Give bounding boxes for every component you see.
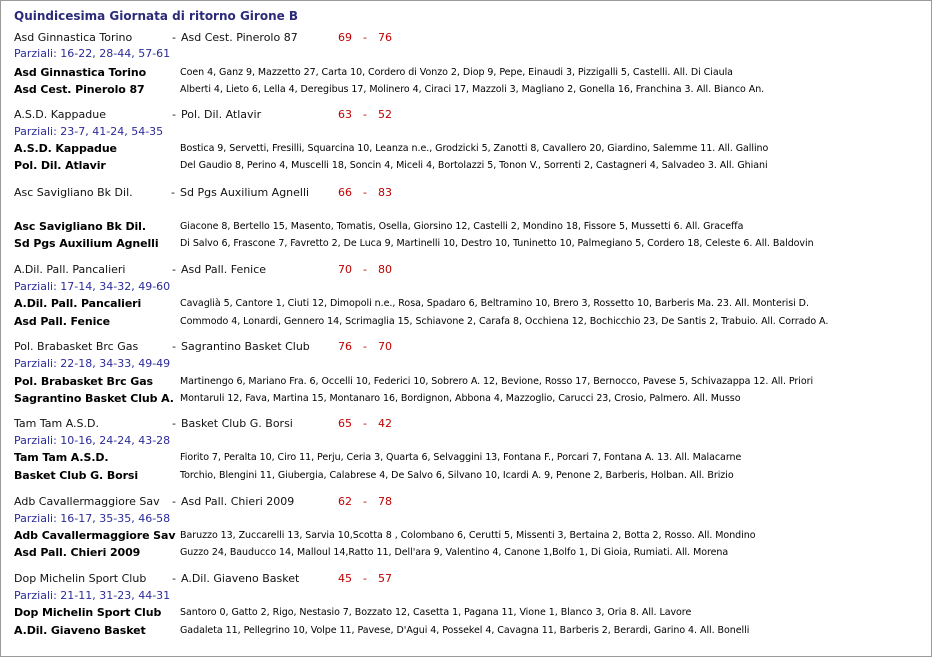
versus-dash: - [172,31,176,44]
away-roster-team: Asd Cest. Pinerolo 87 [14,83,145,96]
home-score: 45 [338,572,352,585]
away-score: 76 [378,31,392,44]
score-dash: - [363,31,367,44]
away-team-name: Sagrantino Basket Club [181,340,310,353]
away-roster-team: Sd Pgs Auxilium Agnelli [14,237,159,250]
away-roster-players: Del Gaudio 8, Perino 4, Muscelli 18, Soncin 4, Miceli 4, Bortolazzi 5, Tonon V., Sorrenti 2, Castagneri 4, Salvadeo 3. All. Ghiani [180,160,768,171]
away-score: 83 [378,186,392,199]
versus-dash: - [172,263,176,276]
home-roster-players: Santoro 0, Gatto 2, Rigo, Nestasio 7, Bozzato 12, Casetta 1, Pagana 11, Vione 1, Blanco 3, Oria 8. All. Lavore [180,607,692,618]
away-score: 42 [378,417,392,430]
score-dash: - [363,417,367,430]
home-score: 65 [338,417,352,430]
home-roster-team: Adb Cavallermaggiore Sav [14,529,176,542]
away-roster-players: Torchio, Blengini 11, Giubergia, Calabrese 4, De Salvo 6, Silvano 10, Icardi A. 9, Penone 2, Barberis, Holban. All. Brizio [180,470,734,481]
home-roster-team: A.Dil. Pall. Pancalieri [14,297,142,310]
home-roster-players: Bostica 9, Servetti, Fresilli, Squarcina 10, Leanza n.e., Grodzicki 5, Zanotti 8, Cavallero 20, Giardino, Salemme 11. All. Gallino [180,143,769,154]
away-score: 52 [378,108,392,121]
versus-dash: - [172,572,176,585]
away-roster-team: Sagrantino Basket Club A. [14,392,174,405]
home-roster-team: Asc Savigliano Bk Dil. [14,220,146,233]
home-team-name: Asd Ginnastica Torino [14,31,133,44]
home-roster-players: Coen 4, Ganz 9, Mazzetto 27, Carta 10, Cordero di Vonzo 2, Diop 9, Pepe, Einaudi 3, Pizzigalli 5, Castelli. All. Di Ciaula [180,67,733,78]
away-score: 78 [378,495,392,508]
away-roster-team: Asd Pall. Chieri 2009 [14,546,141,559]
partial-scores: Parziali: 22-18, 34-33, 49-49 [14,357,171,370]
home-score: 76 [338,340,352,353]
home-score: 66 [338,186,352,199]
home-score: 62 [338,495,352,508]
score-dash: - [363,572,367,585]
home-team-name: Adb Cavallermaggiore Sav [14,495,160,508]
page-title: Quindicesima Giornata di ritorno Girone B [14,9,299,23]
score-dash: - [363,495,367,508]
home-roster-team: Dop Michelin Sport Club [14,606,162,619]
away-team-name: Asd Cest. Pinerolo 87 [181,31,298,44]
away-roster-team: Basket Club G. Borsi [14,469,139,482]
home-roster-players: Cavaglià 5, Cantore 1, Ciuti 12, Dimopoli n.e., Rosa, Spadaro 6, Beltramino 10, Brero 3, Rossetto 10, Barberis Ma. 23. All. Monterisi D. [180,298,809,309]
home-team-name: Pol. Brabasket Brc Gas [14,340,139,353]
home-team-name: Dop Michelin Sport Club [14,572,147,585]
versus-dash: - [172,108,176,121]
away-roster-players: Commodo 4, Lonardi, Gennero 14, Scrimaglia 15, Schiavone 2, Carafa 8, Occhiena 12, Bochicchio 23, De Santis 2, Trabuio. All. Corrado A. [180,316,829,327]
away-roster-players: Guzzo 24, Bauducco 14, Malloul 14,Ratto 11, Dell'ara 9, Valentino 4, Canone 1,Bolfo 1, Di Gioia, Rumiati. All. Morena [180,547,729,558]
home-score: 63 [338,108,352,121]
partial-scores: Parziali: 23-7, 41-24, 54-35 [14,125,164,138]
home-roster-team: Asd Ginnastica Torino [14,66,147,79]
home-roster-players: Fiorito 7, Peralta 10, Ciro 11, Perju, Ceria 3, Quarta 6, Selvaggini 13, Fontana F., Porcari 7, Fontana A. 13. All. Malacarne [180,452,742,463]
home-roster-team: A.S.D. Kappadue [14,142,117,155]
away-score: 57 [378,572,392,585]
home-score: 69 [338,31,352,44]
versus-dash: - [172,340,176,353]
away-team-name: Asd Pall. Chieri 2009 [181,495,295,508]
partial-scores: Parziali: 21-11, 31-23, 44-31 [14,589,171,602]
score-dash: - [363,108,367,121]
score-dash: - [363,263,367,276]
home-team-name: A.S.D. Kappadue [14,108,106,121]
home-roster-players: Giacone 8, Bertello 15, Masento, Tomatis, Osella, Giorsino 12, Castelli 2, Mondino 18, Fissore 5, Mussetti 6. All. Graceffa [180,221,744,232]
away-roster-players: Montaruli 12, Fava, Martina 15, Montanaro 16, Bordignon, Abbona 4, Mazzoglio, Carucci 23, Crosio, Palmero. All. Musso [180,393,741,404]
away-team-name: Asd Pall. Fenice [181,263,267,276]
home-team-name: A.Dil. Pall. Pancalieri [14,263,126,276]
versus-dash: - [172,417,176,430]
away-roster-players: Di Salvo 6, Frascone 7, Favretto 2, De Luca 9, Martinelli 10, Destro 10, Tuninetto 10, Palmegiano 5, Cordero 18, Celeste 6. All. Baldovin [180,238,814,249]
partial-scores: Parziali: 10-16, 24-24, 43-28 [14,434,171,447]
partial-scores: Parziali: 16-22, 28-44, 57-61 [14,47,171,60]
away-score: 80 [378,263,392,276]
versus-dash: - [172,495,176,508]
home-roster-team: Tam Tam A.S.D. [14,451,109,464]
versus-dash: - [171,186,175,199]
away-team-name: A.Dil. Giaveno Basket [181,572,300,585]
home-score: 70 [338,263,352,276]
partial-scores: Parziali: 16-17, 35-35, 46-58 [14,512,171,525]
away-team-name: Sd Pgs Auxilium Agnelli [180,186,310,199]
score-dash: - [363,340,367,353]
home-team-name: Asc Savigliano Bk Dil. [14,186,133,199]
away-team-name: Pol. Dil. Atlavir [181,108,262,121]
home-roster-team: Pol. Brabasket Brc Gas [14,375,154,388]
away-team-name: Basket Club G. Borsi [181,417,293,430]
away-score: 70 [378,340,392,353]
away-roster-players: Alberti 4, Lieto 6, Lella 4, Deregibus 17, Molinero 4, Ciraci 17, Mazzoli 3, Magliano 2, Gonella 16, Franchina 3. All. Bianco An. [180,84,765,95]
score-dash: - [363,186,367,199]
home-roster-players: Martinengo 6, Mariano Fra. 6, Occelli 10, Federici 10, Sobrero A. 12, Bevione, Rosso 17, Bernocco, Pavese 5, Schivazappa 12. All. Priori [180,376,814,387]
partial-scores: Parziali: 17-14, 34-32, 49-60 [14,280,171,293]
away-roster-team: Pol. Dil. Atlavir [14,159,106,172]
away-roster-team: Asd Pall. Fenice [14,315,111,328]
home-team-name: Tam Tam A.S.D. [14,417,99,430]
away-roster-team: A.Dil. Giaveno Basket [14,624,146,637]
home-roster-players: Baruzzo 13, Zuccarelli 13, Sarvia 10,Scotta 8 , Colombano 6, Cerutti 5, Missenti 3, Bertaina 2, Botta 2, Rosso. All. Mondino [180,530,756,541]
away-roster-players: Gadaleta 11, Pellegrino 10, Volpe 11, Pavese, D'Agui 4, Possekel 4, Cavagna 11, Barberis 2, Berardi, Garino 4. All. Bonelli [180,625,750,636]
